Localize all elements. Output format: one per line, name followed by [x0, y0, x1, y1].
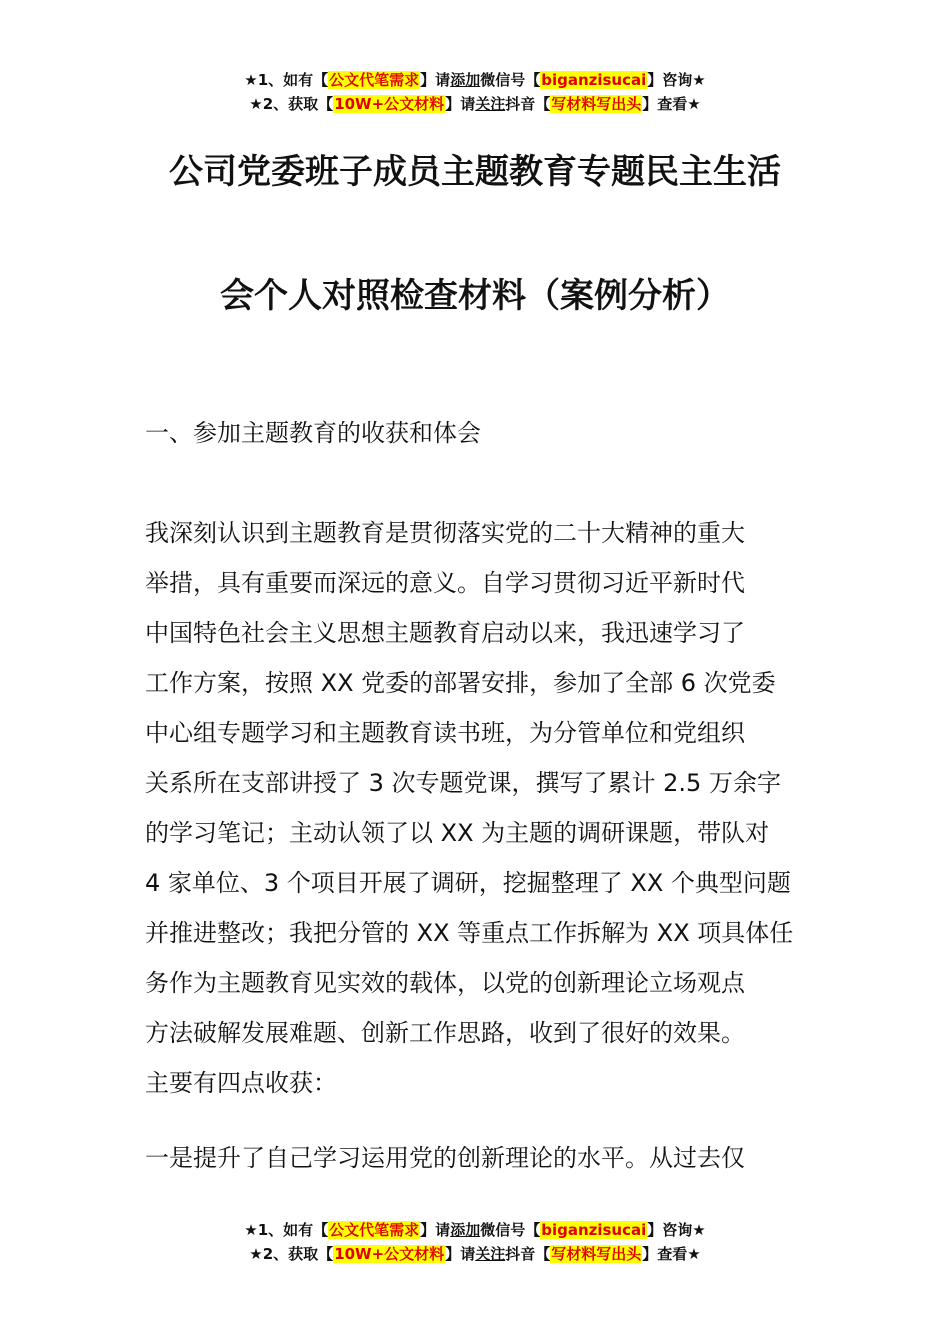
document-title-line-1: 公司党委班子成员主题教育专题民主生活	[169, 152, 781, 192]
banner-underlined: 添加	[450, 1221, 481, 1239]
banner-text: ★1、如有【	[244, 71, 329, 89]
banner-highlight: 10W+公文材料	[334, 95, 445, 113]
banner-text: 】请	[445, 95, 476, 113]
paragraph-line: 中心组专题学习和主题教育读书班，为分管单位和党组织	[145, 719, 745, 747]
banner-text: 微信号【	[480, 1221, 541, 1239]
banner-highlight: biganzisucai	[541, 71, 647, 89]
banner-line-2	[0, 1242, 950, 1266]
paragraph-line: 关系所在支部讲授了 3 次专题党课，撰写了累计 2.5 万余字	[145, 769, 781, 797]
banner-text: 】请	[420, 1221, 451, 1239]
banner-underlined: 关注	[475, 1245, 506, 1263]
paragraph-line: 的学习笔记；主动认领了以 XX 为主题的调研课题，带队对	[145, 819, 770, 847]
banner-highlight: 公文代笔需求	[329, 71, 420, 89]
banner-highlight: 公文代笔需求	[329, 1221, 420, 1239]
banner-text: 】查看★	[642, 1245, 701, 1263]
banner-text: 】查看★	[642, 95, 701, 113]
banner-line-1	[0, 1218, 950, 1242]
banner-text: 】咨询★	[647, 1221, 706, 1239]
document-title-line-2: 会个人对照检查材料（案例分析）	[220, 276, 730, 316]
banner-text: 抖音【	[505, 1245, 551, 1263]
footer-banner	[0, 1218, 950, 1266]
paragraph-line: 并推进整改；我把分管的 XX 等重点工作拆解为 XX 项具体任	[145, 919, 794, 947]
banner-text: 微信号【	[480, 71, 541, 89]
body-paragraph-1	[145, 508, 815, 1108]
banner-underlined: 添加	[450, 71, 481, 89]
paragraph-line: 工作方案，按照 XX 党委的部署安排，参加了全部 6 次党委	[145, 669, 776, 697]
header-banner	[0, 68, 950, 116]
banner-text: 抖音【	[505, 95, 551, 113]
paragraph-line: 4 家单位、3 个项目开展了调研，挖掘整理了 XX 个典型问题	[145, 869, 791, 897]
body-paragraph-2	[145, 1133, 815, 1183]
banner-text: ★2、获取【	[249, 95, 334, 113]
paragraph-line: 我深刻认识到主题教育是贯彻落实党的二十大精神的重大	[145, 519, 745, 547]
paragraph-line: 方法破解发展难题、创新工作思路，收到了很好的效果。	[145, 1019, 745, 1047]
banner-text: 】请	[445, 1245, 476, 1263]
banner-text: ★2、获取【	[249, 1245, 334, 1263]
paragraph-line: 举措，具有重要而深远的意义。自学习贯彻习近平新时代	[145, 569, 745, 597]
paragraph-line: 主要有四点收获：	[145, 1069, 337, 1097]
paragraph-line: 一是提升了自己学习运用党的创新理论的水平。从过去仅	[145, 1144, 745, 1172]
banner-line-2	[0, 92, 950, 116]
banner-text: ★1、如有【	[244, 1221, 329, 1239]
paragraph-line: 中国特色社会主义思想主题教育启动以来，我迅速学习了	[145, 619, 745, 647]
banner-text: 】咨询★	[647, 71, 706, 89]
banner-line-1	[0, 68, 950, 92]
banner-underlined: 关注	[475, 95, 506, 113]
banner-text: 】请	[420, 71, 451, 89]
banner-highlight: biganzisucai	[541, 1221, 647, 1239]
banner-highlight: 10W+公文材料	[334, 1245, 445, 1263]
section-heading: 一、参加主题教育的收获和体会	[145, 419, 481, 447]
banner-highlight: 写材料写出头	[551, 1245, 642, 1263]
paragraph-line: 务作为主题教育见实效的载体，以党的创新理论立场观点	[145, 969, 745, 997]
banner-highlight: 写材料写出头	[551, 95, 642, 113]
